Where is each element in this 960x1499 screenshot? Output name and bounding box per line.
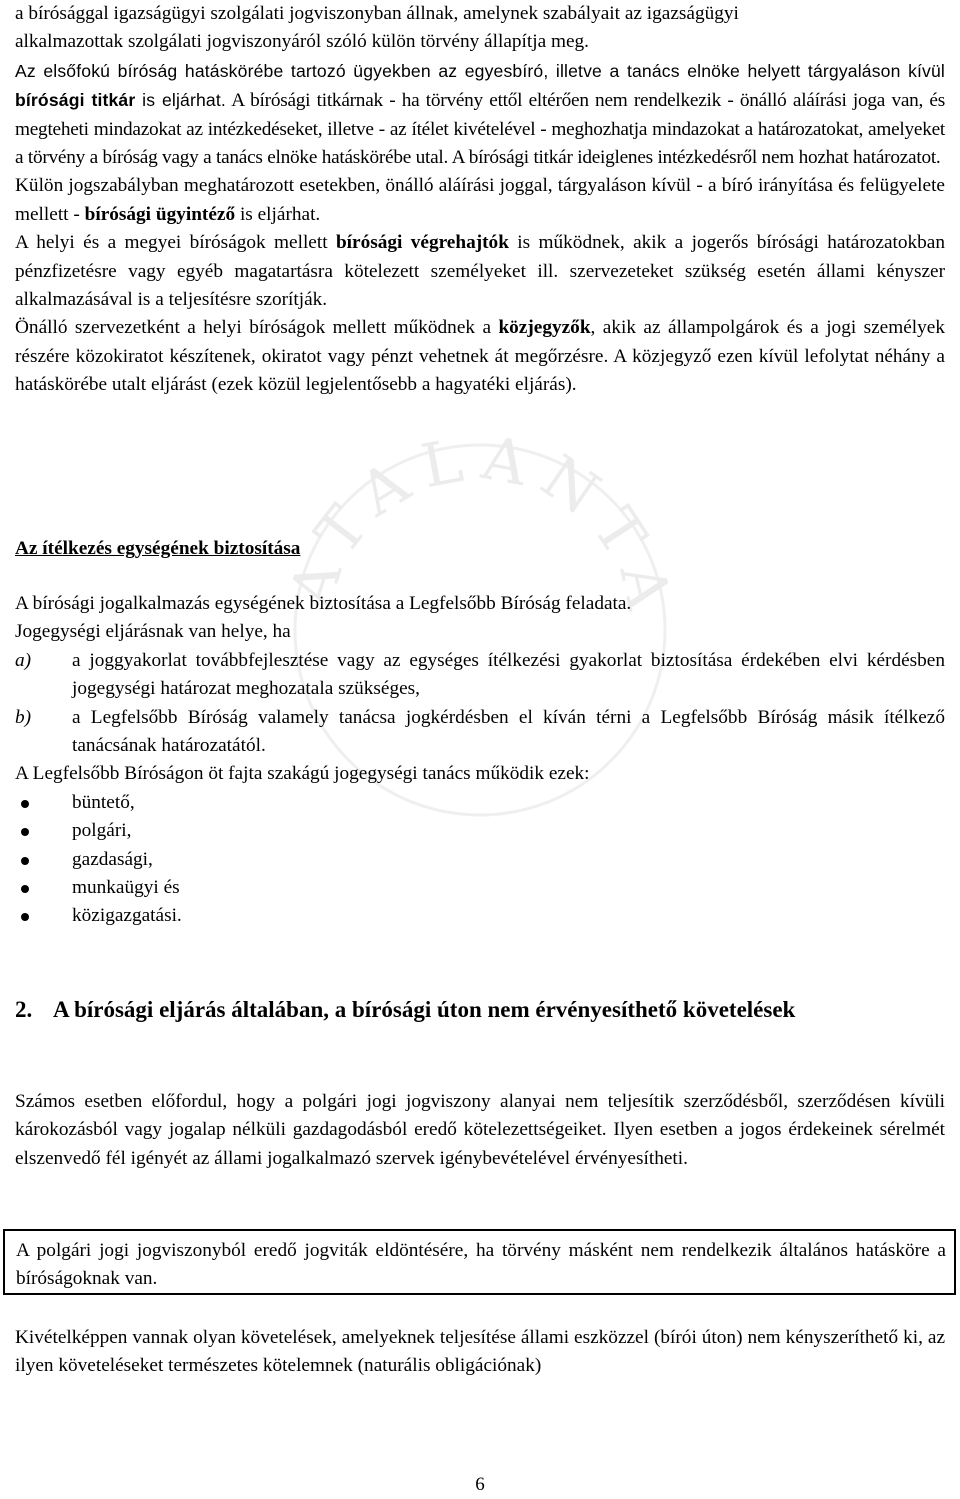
bullet-item: büntető, — [15, 789, 945, 817]
list-item — [15, 647, 945, 704]
page-number: 6 — [475, 1474, 485, 1495]
paragraph-bailiffs: A helyi és a megyei bíróságok mellett bírósági végrehajtók is működnek, akik a jogerős bírósági határozatokban pénzfizetésre vagy egyéb magatartásra kötelezett személyeket ill. szervezeteket szükség esetén állami kényszer alkalmazásával is a teljesítésre szorítják. — [15, 232, 945, 311]
list-label: b) — [15, 706, 32, 728]
paragraph-unity-procedure: Jogegységi eljárásnak van helye, ha — [15, 621, 291, 643]
bullet-item: munkaügyi és — [15, 874, 945, 902]
bullet-item: gazdasági, — [15, 846, 945, 874]
section2-paragraph — [15, 1088, 945, 1173]
paragraph-court-secretary: Az elsőfokú bíróság hatáskörébe tartozó ügyekben az egyesbíró, illetve a tanács elnöke helyett tárgyaláson kívül bírósági titkár is eljárhat. A bírósági titkárnak - ha törvény ettől eltérően nem rendelkezik - önálló aláírási joga van, és megteheti mindazokat az intézkedéseket, illetve - az ítélet kivételével - meghozhatja mindazokat a határozatokat, amelyeket a törvény a bíróság vagy a tanács elnöke hatáskörébe utal. A bírósági titkár ideiglenes intézkedésről nem hozhat határozatot. — [15, 60, 945, 169]
paragraph-court-staff: a bírósággal igazságügyi szolgálati jogviszonyban állnak, amelynek szabályait az igazságügyi alkalmazottak szolgálati jogviszonyáról szóló külön törvény állapítja meg. — [15, 3, 739, 53]
watermark-text: ATALANTA — [276, 423, 687, 629]
bullet-icon — [21, 828, 29, 836]
bullet-item: közigazgatási. — [15, 902, 945, 930]
bullet-item: polgári, — [15, 817, 945, 845]
section-heading-unity: Az ítélkezés egységének biztosítása — [15, 538, 301, 559]
list-text: a joggyakorlat továbbfejlesztése vagy az egységes ítélkezési gyakorlat biztosítása érdekében elvi kérdésben jogegységi határozat meghozatala szükséges, — [72, 649, 945, 700]
paragraph-councils: A Legfelsőbb Bíróságon öt fajta szakágú jogegységi tanács működik ezek: — [15, 763, 590, 785]
paragraph-unity-task: A bírósági jogalkalmazás egységének biztosítása a Legfelsőbb Bíróság feladata. — [15, 593, 632, 614]
section-number: 2. — [15, 997, 33, 1022]
paragraph-notaries: Önálló szervezetként a helyi bíróságok mellett működnek a közjegyzők, akik az állampolgárok és a jogi személyek részére közokiratot készítenek, okiratot vagy pénzt vehetnek át megőrzésre. A közjegyző ezen kívül lefolytat néhány a hatáskörébe utalt eljárást (ezek közül legjelentősebb a hagyatéki eljárás). — [15, 317, 945, 396]
unity-text-block — [15, 590, 945, 931]
bullet-icon — [21, 800, 29, 808]
section-title: A bírósági eljárás általában, a bírósági úton nem érvényesíthető követelések — [53, 997, 796, 1022]
bullet-icon — [21, 857, 29, 865]
boxed-statement: A polgári jogi jogviszonyból eredő jogviták eldöntésére, ha törvény másként nem rendelkezik általános hatásköre a bíróságoknak van. — [16, 1240, 946, 1290]
list-item — [15, 704, 945, 761]
bullet-icon — [21, 885, 29, 893]
intro-text-block — [15, 0, 945, 400]
paragraph-natural-obligations: Kivételképpen vannak olyan követelések, amelyeknek teljesítése állami eszközzel (bírói úton) nem kényszeríthető ki, az ilyen követeléseket természetes kötelemnek (naturális obligációnak) — [15, 1327, 945, 1377]
bullet-icon — [21, 913, 29, 921]
paragraph-court-clerk: Külön jogszabályban meghatározott esetekben, önálló aláírási joggal, tárgyaláson kívül - a bíró irányítása és felügyelete mellett - bírósági ügyintéző is eljárhat. — [15, 175, 945, 225]
section2-paragraph-exceptions — [15, 1324, 945, 1381]
paragraph-enforcement: Számos esetben előfordul, hogy a polgári jogi jogviszony alanyai nem teljesítik szerződésből, szerződésen kívüli károkozásból vagy jogalap nélküli gazdagodásból eredő kötelezettségeiket. Ilyen esetben a jogos érdekeinek sérelmét elszenvedő fél igényét az állami jogalkalmazó szervek igénybevételével érvényesítheti. — [15, 1091, 945, 1169]
list-label: a) — [15, 649, 32, 671]
list-text: a Legfelsőbb Bíróság valamely tanácsa jogkérdésben el kíván térni a Legfelsőbb Bíróság másik ítélkező tanácsának határozatától. — [72, 706, 945, 757]
section-heading-2 — [15, 993, 915, 1027]
highlight-box — [3, 1229, 956, 1295]
